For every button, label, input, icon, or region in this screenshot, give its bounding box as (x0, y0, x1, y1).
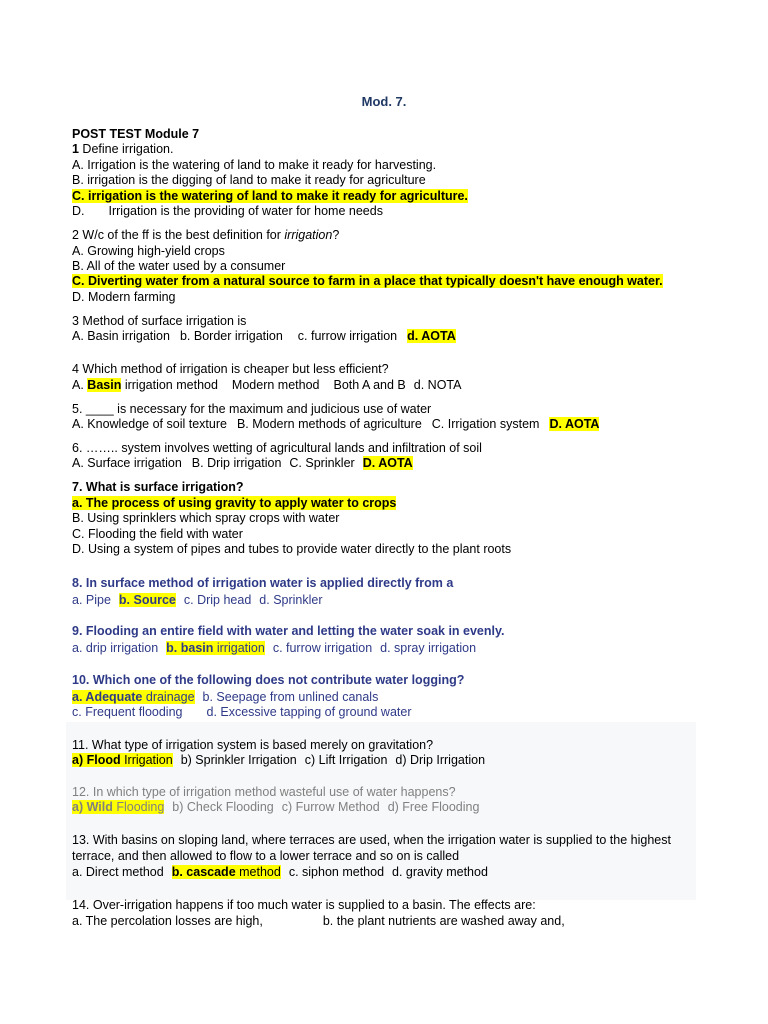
q12-answer (72, 800, 164, 814)
q11-option-c: c) Lift Irrigation (304, 753, 388, 767)
question-7: 7. What is surface irrigation? (72, 480, 244, 494)
question-3: 3 Method of surface irrigation is (72, 314, 247, 328)
q9-option-a: a. drip irrigation (72, 641, 159, 655)
q4-option-b: Modern method (231, 378, 320, 392)
q11-options (72, 753, 485, 768)
page-title: Mod. 7. (361, 94, 407, 109)
q1-answer: C. irrigation is the watering of land to make it ready for agriculture. (72, 189, 468, 203)
q7-option-b: B. Using sprinklers which spray crops with water (72, 511, 340, 525)
q4-option-d: d. NOTA (413, 378, 462, 392)
question-5: 5. ____ is necessary for the maximum and judicious use of water (72, 402, 432, 416)
q10-answer (72, 690, 195, 704)
question-13-line1: 13. With basins on sloping land, where terraces are used, when the irrigation water is supplied to the highest (72, 833, 671, 847)
q4-answer: Basin (87, 378, 122, 392)
q7-option-a (72, 496, 396, 511)
question-11: 11. What type of irrigation system is based merely on gravitation? (72, 738, 434, 752)
q13-options (72, 865, 488, 880)
q10-option-d: d. Excessive tapping of ground water (206, 705, 412, 719)
q9-answer-bold: b. basin (166, 641, 214, 655)
q4-option-a-prefix: A. (72, 378, 88, 392)
q12-option-c: c) Furrow Method (281, 800, 380, 814)
q14-option-a: a. The percolation losses are high, (72, 914, 263, 928)
q5-option-c: C. Irrigation system (431, 417, 540, 431)
q7-answer: a. The process of using gravity to apply water to crops (72, 496, 397, 510)
q6-option-b: B. Drip irrigation (191, 456, 282, 470)
q10-answer-bold: a. Adequate (72, 690, 143, 704)
question-9: 9. Flooding an entire field with water and letting the water soak in evenly. (72, 624, 505, 638)
q6-option-c: C. Sprinkler (289, 456, 355, 470)
q2-option-c (72, 274, 663, 289)
question-13-line2: terrace, and then allowed to flow to a lower terrace and so on is called (72, 849, 460, 863)
q12-answer-bold: a) Wild (72, 800, 113, 814)
q1-option-b: B. irrigation is the digging of land to make it ready for agriculture (72, 173, 426, 187)
question-4: 4 Which method of irrigation is cheaper but less efficient? (72, 362, 389, 376)
q12-option-d: d) Free Flooding (387, 800, 480, 814)
question-10: 10. Which one of the following does not contribute water logging? (72, 673, 465, 687)
question-1-text: Define irrigation. (78, 142, 174, 156)
q2-text: 2 W/c of the ff is the best definition for (72, 228, 285, 242)
q1-option-d-text: Irrigation is the providing of water for home needs (108, 204, 383, 218)
q2-emphasis: irrigation (284, 228, 333, 242)
q3-options (72, 329, 456, 344)
q5-answer: D. AOTA (549, 417, 600, 431)
q7-option-c: C. Flooding the field with water (72, 527, 243, 541)
q12-answer-rest: Flooding (112, 800, 165, 814)
q8-answer: b. Source (118, 593, 176, 607)
q10-answer-rest: drainage (142, 690, 195, 704)
q9-option-c: c. furrow irrigation (272, 641, 373, 655)
q13-answer-rest: method (235, 865, 281, 879)
q5-option-a: A. Knowledge of soil texture (72, 417, 227, 431)
q1-option-d-letter: D. (72, 204, 85, 218)
q2-option-b: B. All of the water used by a consumer (72, 259, 286, 273)
q6-answer: D. AOTA (362, 456, 413, 470)
q7-option-d: D. Using a system of pipes and tubes to provide water directly to the plant roots (72, 542, 512, 556)
q11-answer (72, 753, 173, 767)
q12-option-b: b) Check Flooding (172, 800, 274, 814)
q10-option-c: c. Frequent flooding (72, 705, 183, 719)
q10-options-row1 (72, 690, 378, 705)
q1-option-c (72, 189, 468, 204)
question-1-number: 1 (72, 142, 79, 156)
q3-answer: d. AOTA (407, 329, 456, 343)
test-header: POST TEST Module 7 (72, 127, 200, 141)
q14-option-b: b. the plant nutrients are washed away and, (322, 914, 565, 928)
q14-options (72, 914, 565, 929)
q3-option-a: A. Basin irrigation (72, 329, 170, 343)
q8-option-d: d. Sprinkler (259, 593, 323, 607)
q5-option-b: B. Modern methods of agriculture (236, 417, 422, 431)
q13-option-d: d. gravity method (392, 865, 488, 879)
q13-option-a: a. Direct method (72, 865, 164, 879)
q9-option-d: d. spray irrigation (380, 641, 477, 655)
question-12: 12. In which type of irrigation method wasteful use of water happens? (72, 785, 456, 799)
q4-options (72, 378, 461, 393)
q12-options (72, 800, 479, 815)
question-1 (72, 142, 173, 157)
q13-option-c: c. siphon method (288, 865, 385, 879)
q6-options (72, 456, 413, 471)
q13-answer (172, 865, 281, 879)
q1-option-a: A. Irrigation is the watering of land to make it ready for harvesting. (72, 158, 437, 172)
q4-option-c: Both A and B (333, 378, 406, 392)
q8-options (72, 593, 323, 608)
q3-option-c: c. furrow irrigation (297, 329, 398, 343)
q13-answer-bold: b. cascade (171, 865, 236, 879)
q10-option-b: b. Seepage from unlined canals (202, 690, 379, 704)
question-6: 6. …….. system involves wetting of agricultural lands and infiltration of soil (72, 441, 482, 455)
q2-answer: C. Diverting water from a natural source to farm in a place that typically doesn't have enough water. (72, 274, 663, 288)
q8-option-a: a. Pipe (72, 593, 111, 607)
q10-options-row2 (72, 705, 411, 720)
q3-option-b: b. Border irrigation (179, 329, 283, 343)
q2-option-d: D. Modern farming (72, 290, 176, 304)
q11-answer-rest: Irrigation (120, 753, 173, 767)
q2-text-end: ? (332, 228, 340, 242)
q11-option-b: b) Sprinkler Irrigation (180, 753, 297, 767)
q9-answer (166, 641, 265, 655)
q6-option-a: A. Surface irrigation (72, 456, 182, 470)
q9-answer-rest: irrigation (213, 641, 265, 655)
question-2 (72, 228, 339, 243)
q9-options (72, 641, 476, 656)
question-8: 8. In surface method of irrigation water is applied directly from a (72, 576, 454, 590)
q2-option-a: A. Growing high-yield crops (72, 244, 225, 258)
q5-options (72, 417, 599, 432)
question-14: 14. Over-irrigation happens if too much water is supplied to a basin. The effects are: (72, 898, 536, 912)
q11-option-d: d) Drip Irrigation (395, 753, 486, 767)
q4-option-a-rest: irrigation method (121, 378, 218, 392)
q8-option-c: c. Drip head (183, 593, 252, 607)
q1-option-d (72, 204, 383, 219)
q11-answer-bold: a) Flood (72, 753, 121, 767)
